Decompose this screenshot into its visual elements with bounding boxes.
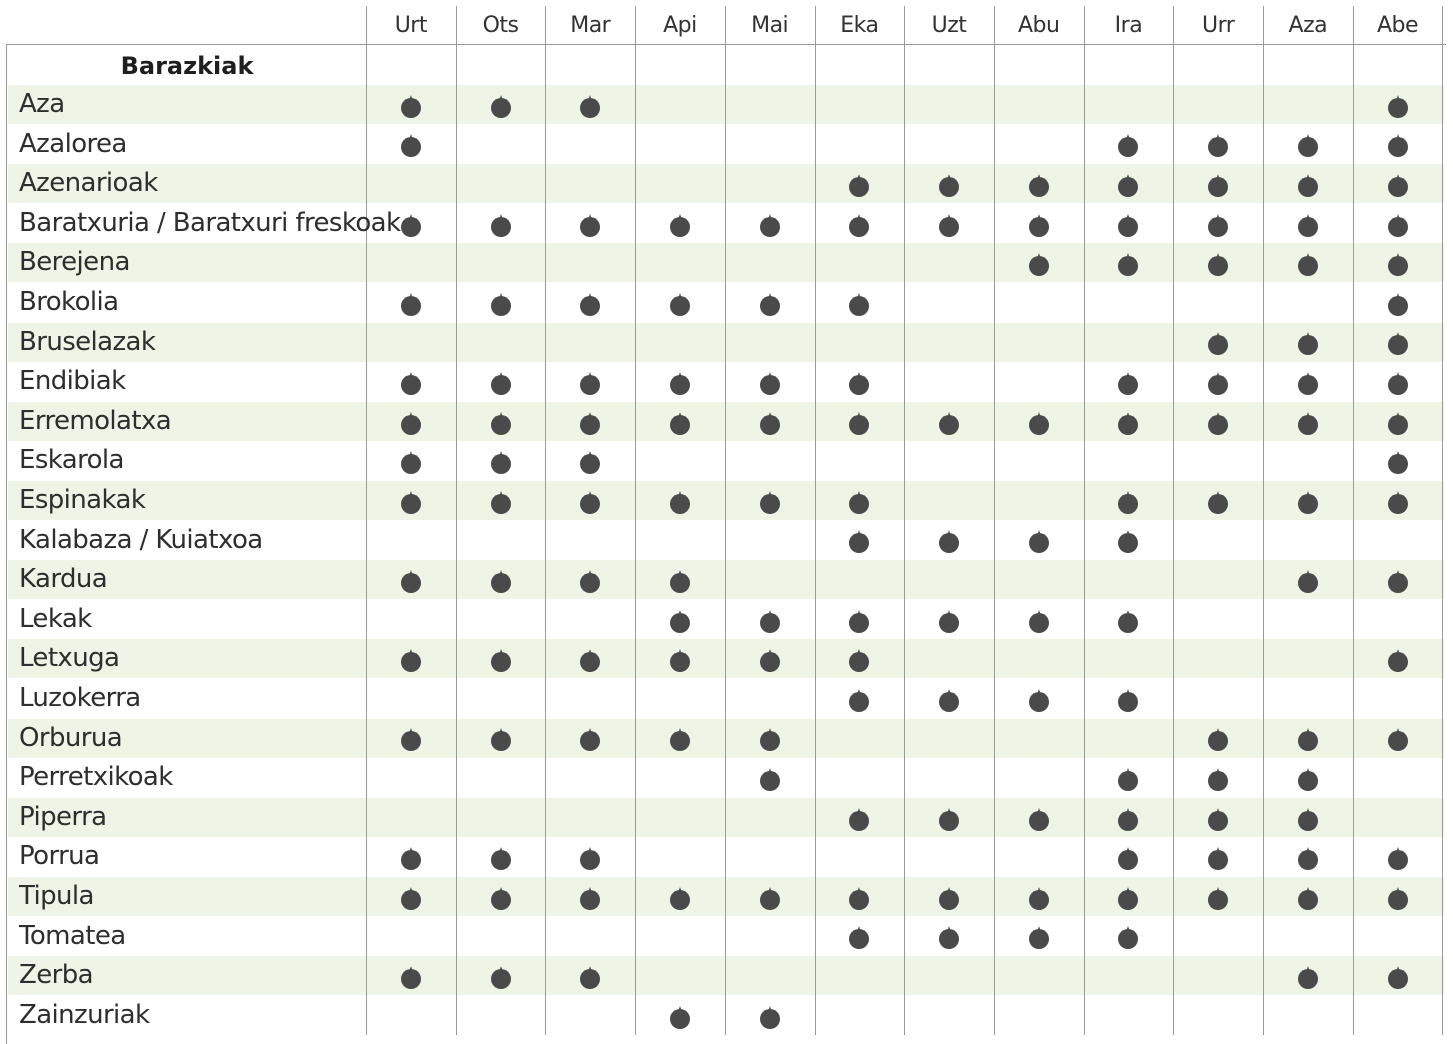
vegetable-name: Erremolatxa [19,405,172,436]
vegetable-dot-icon [1387,885,1409,911]
vegetable-dot-icon [400,489,422,515]
vegetable-dot-icon [1297,370,1319,396]
vegetable-dot-icon [490,726,512,752]
vegetable-dot-icon [1028,410,1050,436]
vegetable-dot-icon [579,93,601,119]
vegetable-dot-icon [1028,212,1050,238]
vegetable-dot-icon [848,885,870,911]
vegetable-dot-icon [759,489,781,515]
column-rule [1353,6,1354,1035]
vegetable-dot-icon [938,212,960,238]
vegetable-dot-icon [759,212,781,238]
vegetable-dot-icon [938,410,960,436]
vegetable-dot-icon [1387,410,1409,436]
vegetable-dot-icon [1207,845,1229,871]
vegetable-dot-icon [669,1004,691,1030]
vegetable-dot-icon [1297,132,1319,158]
vegetable-dot-icon [1207,330,1229,356]
vegetable-dot-icon [669,489,691,515]
vegetable-dot-icon [848,489,870,515]
vegetable-dot-icon [759,1004,781,1030]
vegetable-name: Zerba [19,960,93,991]
vegetable-dot-icon [1028,687,1050,713]
vegetable-name: Aza [19,89,65,119]
row-stripe [8,956,1444,995]
vegetable-dot-icon [759,608,781,634]
column-rule [1263,6,1264,1035]
vegetable-dot-icon [1387,489,1409,515]
vegetable-dot-icon [579,964,601,990]
vegetable-dot-icon [490,647,512,673]
month-header: Abu [1018,13,1060,38]
column-rule [815,6,816,1035]
vegetable-dot-icon [490,449,512,475]
month-header: Ira [1114,13,1143,38]
month-header: Mai [751,13,789,38]
vegetable-dot-icon [1297,845,1319,871]
vegetable-dot-icon [848,647,870,673]
vegetable-dot-icon [400,568,422,594]
vegetable-dot-icon [490,845,512,871]
vegetable-dot-icon [848,687,870,713]
vegetable-dot-icon [1387,370,1409,396]
vegetable-dot-icon [400,410,422,436]
vegetable-dot-icon [1028,528,1050,554]
vegetable-name: Baratxuria / Baratxuri freskoak [19,207,401,238]
vegetable-dot-icon [759,647,781,673]
vegetable-dot-icon [1297,251,1319,277]
vegetable-dot-icon [490,291,512,317]
vegetable-dot-icon [938,687,960,713]
vegetable-dot-icon [579,845,601,871]
vegetable-dot-icon [1028,885,1050,911]
vegetable-dot-icon [1297,212,1319,238]
vegetable-name: Brokolia [19,287,119,317]
vegetable-dot-icon [1387,964,1409,990]
left-rule [6,45,7,1044]
vegetable-dot-icon [848,291,870,317]
vegetable-dot-icon [669,647,691,673]
month-header: Ots [482,13,519,38]
vegetable-dot-icon [490,568,512,594]
vegetable-dot-icon [400,370,422,396]
vegetable-dot-icon [1297,726,1319,752]
section-title: Barazkiak [120,52,254,80]
vegetable-dot-icon [1117,528,1139,554]
column-rule [366,6,367,1035]
vegetable-dot-icon [759,726,781,752]
vegetable-dot-icon [1207,885,1229,911]
vegetable-dot-icon [848,410,870,436]
vegetable-dot-icon [1297,489,1319,515]
vegetable-dot-icon [848,370,870,396]
vegetable-dot-icon [400,212,422,238]
vegetable-name: Endibiak [19,366,126,397]
month-header: Urt [394,13,427,38]
vegetable-dot-icon [848,528,870,554]
vegetable-dot-icon [1207,489,1229,515]
vegetable-dot-icon [848,172,870,198]
vegetable-dot-icon [1028,608,1050,634]
vegetable-dot-icon [400,132,422,158]
vegetable-dot-icon [938,885,960,911]
vegetable-dot-icon [1028,251,1050,277]
column-rule [725,6,726,1035]
vegetable-dot-icon [1207,132,1229,158]
vegetable-dot-icon [1297,568,1319,594]
vegetable-dot-icon [490,212,512,238]
vegetable-dot-icon [1207,251,1229,277]
row-stripe [8,639,1444,678]
vegetable-dot-icon [1207,410,1229,436]
vegetable-dot-icon [579,489,601,515]
vegetable-dot-icon [490,93,512,119]
vegetable-dot-icon [1028,806,1050,832]
column-rule [904,6,905,1035]
vegetable-dot-icon [490,885,512,911]
vegetable-dot-icon [1297,172,1319,198]
vegetable-dot-icon [1117,766,1139,792]
vegetable-dot-icon [1297,330,1319,356]
vegetable-dot-icon [400,93,422,119]
vegetable-dot-icon [490,370,512,396]
vegetable-dot-icon [759,410,781,436]
vegetable-dot-icon [1028,924,1050,950]
month-header: Urr [1201,13,1235,38]
vegetable-dot-icon [669,212,691,238]
vegetable-name: Zainzuriak [19,999,150,1030]
vegetable-dot-icon [759,885,781,911]
vegetable-dot-icon [1117,845,1139,871]
month-header: Aza [1288,13,1328,38]
vegetable-dot-icon [1207,370,1229,396]
month-header: Abe [1377,13,1419,38]
vegetable-name: Tipula [19,881,94,911]
vegetable-dot-icon [938,806,960,832]
row-stripe [8,85,1444,124]
vegetable-dot-icon [1117,608,1139,634]
vegetable-name: Piperra [19,801,107,832]
vegetable-name: Perretxikoak [19,762,173,793]
vegetable-dot-icon [938,528,960,554]
vegetable-dot-icon [759,370,781,396]
vegetable-dot-icon [400,964,422,990]
vegetable-name: Berejena [19,247,130,278]
column-rule [994,6,995,1035]
vegetable-dot-icon [669,885,691,911]
vegetable-dot-icon [1387,291,1409,317]
vegetable-dot-icon [669,410,691,436]
vegetable-dot-icon [1117,172,1139,198]
vegetable-dot-icon [1117,489,1139,515]
vegetable-dot-icon [669,726,691,752]
vegetable-dot-icon [1207,766,1229,792]
column-rule [1084,6,1085,1035]
vegetable-dot-icon [1117,806,1139,832]
vegetable-dot-icon [1297,766,1319,792]
vegetable-dot-icon [848,806,870,832]
vegetable-name: Letxuga [19,643,120,674]
vegetable-name: Lekak [19,603,92,634]
vegetable-name: Kalabaza / Kuiatxoa [19,524,263,555]
vegetable-dot-icon [669,608,691,634]
vegetable-dot-icon [1207,806,1229,832]
vegetable-dot-icon [848,608,870,634]
vegetable-dot-icon [490,410,512,436]
header-rule [6,44,1446,45]
vegetable-name: Orburua [19,722,123,753]
vegetable-dot-icon [1387,647,1409,673]
vegetable-dot-icon [1387,93,1409,119]
vegetable-dot-icon [490,489,512,515]
vegetable-dot-icon [938,608,960,634]
vegetable-name: Eskarola [19,445,124,476]
vegetable-dot-icon [579,885,601,911]
column-rule [456,6,457,1035]
vegetable-dot-icon [1297,806,1319,832]
vegetable-dot-icon [759,766,781,792]
vegetable-dot-icon [1387,726,1409,752]
vegetable-name: Kardua [19,564,108,595]
vegetable-name: Porrua [19,841,100,872]
column-rule [1173,6,1174,1035]
month-header: Uzt [931,13,967,38]
vegetable-dot-icon [1207,212,1229,238]
vegetable-dot-icon [1387,845,1409,871]
month-header: Eka [840,13,879,38]
vegetable-dot-icon [1387,212,1409,238]
row-stripe [8,560,1444,599]
vegetable-dot-icon [1387,172,1409,198]
vegetable-dot-icon [400,647,422,673]
column-rule [635,6,636,1035]
vegetable-dot-icon [1387,132,1409,158]
vegetable-dot-icon [669,291,691,317]
vegetable-dot-icon [1028,172,1050,198]
vegetable-dot-icon [400,726,422,752]
vegetable-dot-icon [1297,885,1319,911]
vegetable-dot-icon [400,291,422,317]
vegetable-dot-icon [400,845,422,871]
vegetable-dot-icon [400,449,422,475]
vegetable-dot-icon [759,291,781,317]
vegetable-dot-icon [1117,132,1139,158]
vegetable-dot-icon [1207,172,1229,198]
vegetable-name: Espinakak [19,485,146,515]
vegetable-dot-icon [938,924,960,950]
vegetable-dot-icon [579,370,601,396]
vegetable-dot-icon [1117,251,1139,277]
vegetable-dot-icon [579,568,601,594]
vegetable-dot-icon [490,964,512,990]
vegetable-name: Azenarioak [19,168,158,199]
vegetable-dot-icon [669,568,691,594]
vegetable-dot-icon [579,726,601,752]
vegetable-dot-icon [848,924,870,950]
vegetable-dot-icon [1207,726,1229,752]
vegetable-dot-icon [579,647,601,673]
vegetable-name: Tomatea [19,920,126,951]
vegetable-dot-icon [579,212,601,238]
vegetable-dot-icon [669,370,691,396]
vegetable-dot-icon [400,885,422,911]
vegetable-dot-icon [1117,212,1139,238]
month-header: Api [663,13,697,38]
vegetable-dot-icon [1297,964,1319,990]
vegetable-dot-icon [1117,410,1139,436]
vegetable-name: Azalorea [19,128,127,159]
vegetable-dot-icon [938,172,960,198]
vegetable-dot-icon [579,449,601,475]
vegetable-name: Bruselazak [19,326,156,357]
vegetable-dot-icon [579,410,601,436]
vegetable-dot-icon [848,212,870,238]
vegetable-dot-icon [1117,924,1139,950]
column-rule [545,6,546,1035]
vegetable-dot-icon [1387,449,1409,475]
vegetable-dot-icon [1387,568,1409,594]
vegetable-dot-icon [1387,330,1409,356]
vegetable-name: Luzokerra [19,683,141,713]
vegetable-dot-icon [1117,687,1139,713]
month-header: Mar [570,13,611,38]
column-rule [1442,6,1443,1035]
vegetable-dot-icon [1117,370,1139,396]
vegetable-dot-icon [1117,885,1139,911]
vegetable-dot-icon [1387,251,1409,277]
vegetable-dot-icon [579,291,601,317]
vegetable-dot-icon [1297,410,1319,436]
